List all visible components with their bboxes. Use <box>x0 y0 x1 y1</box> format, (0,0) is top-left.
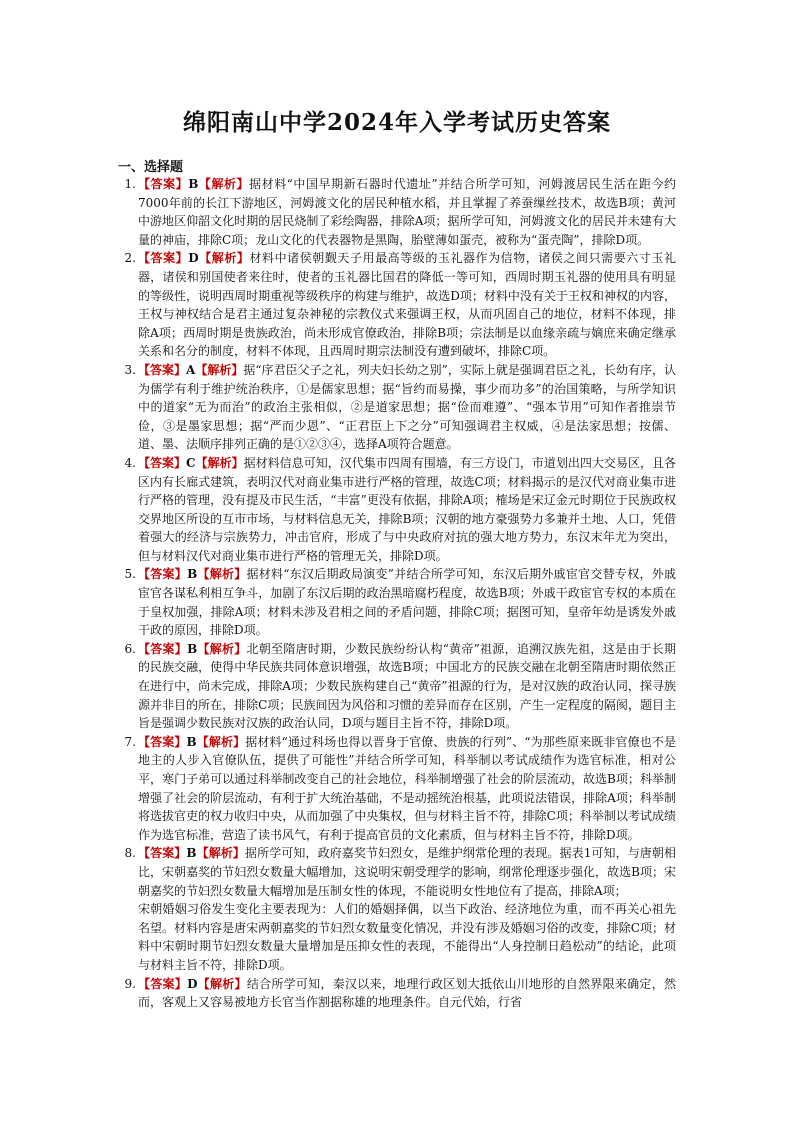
answer-list <box>120 175 676 1012</box>
question-number: 4. <box>124 455 136 470</box>
answer-letter: C <box>186 455 196 470</box>
analysis-tag: 【解析】 <box>198 251 250 266</box>
question-item <box>120 454 676 566</box>
analysis-text: 材料中诸侯朝觐天子用最高等级的玉礼器作为信物，诸侯之间只需要六寸玉礼器，诸侯和别国使者来往时，使者的玉礼器比国君的降低一等可知，西周时期玉礼器的使用具有明显的等级性，说明西周时期重视等级秩序的构建与维护，故选D项；材料中没有关于王权和神权的内容，王权与神权结合是君主通过复杂神秘的宗教仪式来强调王权，从而巩固自己的地位，材料不体现，排除A项；西周时期是贵族政治，尚未形成官僚政治，排除B项；宗法制是以血缘亲疏与嫡庶来确定继承关系和名分的制度，材料不体现，且西周时期宗法制没有遭到破坏，排除C项。 <box>138 251 676 359</box>
answer-letter: B <box>186 734 197 749</box>
question-number: 9. <box>124 976 136 991</box>
analysis-tag: 【解析】 <box>198 177 250 191</box>
analysis-text: 据“序君臣父子之礼，列夫妇长幼之别”，实际上就是强调君臣之礼，长幼有序，认为儒学有利于维护统治秩序，①是儒家思想；据“旨约而易操，事少而功多”的治国策略，与所学知识中的道家“无为而治”的政治主张相似，②是道家思想；据“俭而难遵”、“强本节用”可知作者推崇节俭，③是墨家思想；据“严而少恩”、“正君臣上下之分”可知强调君主权威，④是法家思想；按儒、道、墨、法顺序排列正确的是①②③④，选择A项符合题意。 <box>138 362 676 452</box>
analysis-tag: 【解析】 <box>197 641 247 656</box>
analysis-text: 结合所学可知，秦汉以来，地理行政区划大抵依山川地形的自然界限来确定，然而，客观上又容易被地方长官当作割据称雄的地理条件。自元代始，行省 <box>138 976 676 1010</box>
question-number: 5. <box>124 567 136 582</box>
question-item <box>120 249 676 361</box>
answer-tag: 【答案】 <box>138 976 188 991</box>
answer-tag: 【答案】 <box>138 641 188 656</box>
question-number: 1. <box>124 177 136 191</box>
answer-letter: B <box>188 177 199 191</box>
analysis-tag: 【解析】 <box>196 734 246 749</box>
section-heading: 一、选择题 <box>118 160 184 175</box>
analysis-text: 据材料“中国早期新石器时代遗址”并结合所学可知，河姆渡居民生活在距今约7000年前的长江下游地区，河姆渡文化的居民种植水稻，并且掌握了养蚕缫丝技术，故选B项；黄河中游地区仰韶文化时期的居民烧制了彩绘陶器，排除A项；据所学可知，河姆渡文化的居民并未建有大量的神庙，排除C项；龙山文化的代表器物是黑陶，胎壁薄如蛋壳，被称为“蛋壳陶”，排除D项。 <box>138 177 676 247</box>
question-item <box>120 640 676 733</box>
answer-letter: D <box>187 976 198 991</box>
answer-tag: 【答案】 <box>138 177 189 191</box>
answer-tag: 【答案】 <box>138 846 187 861</box>
question-item <box>120 175 676 249</box>
answer-tag: 【答案】 <box>138 362 187 377</box>
answer-letter: D <box>188 251 199 266</box>
answer-tag: 【答案】 <box>138 567 188 582</box>
answer-tag: 【答案】 <box>138 455 187 470</box>
analysis-tag: 【解析】 <box>195 362 244 377</box>
analysis-text: 据所学可知，政府嘉奖节妇烈女，是维护纲常伦理的表现。据表1可知，与唐朝相比，宋朝嘉奖的节妇烈女数量大幅增加，这说明宋朝受理学的影响，纲常伦理逐步强化，故选B项；宋朝嘉奖的节妇烈女数量大幅增加是压制女性的体现，不能说明女性地位有了提高，排除A项； <box>138 846 676 898</box>
question-item <box>120 733 676 845</box>
analysis-text: 据材料信息可知，汉代集市四周有围墙，有三方设门，市道划出四大交易区，且各区内有长廊式建筑，表明汉代对商业集市进行严格的管理，故选C项；材料揭示的是汉代对商业集市进行严格的管理，没有提及市民生活，“丰富”更没有依据，排除A项；榷场是宋辽金元时期位于民族政权交界地区所设的互市市场，与材料信息无关，排除B项；汉朝的地方豪强势力多兼并土地、人口，凭借着强大的经济与宗族势力，冲击官府，形成了与中央政府对抗的强大地方势力，东汉末年尤为突出，但与材料汉代对商业集市进行严格的管理无关，排除D项。 <box>138 455 676 563</box>
analysis-tag: 【解析】 <box>195 455 244 470</box>
answer-tag: 【答案】 <box>138 251 189 266</box>
analysis-tag: 【解析】 <box>197 976 247 991</box>
question-number: 6. <box>124 641 136 656</box>
question-number: 2. <box>124 251 136 266</box>
question-number: 7. <box>124 734 136 749</box>
analysis-text: 北朝至隋唐时期，少数民族纷纷认构“黄帝”祖源，追溯汉族先祖，这是由于长期的民族交融，使得中华民族共同体意识增强，故选B项；中国北方的民族交融在北朝至隋唐时期依然正在进行中，尚未完成，排除A项；少数民族构建自己“黄帝”祖源的行为，是对汉族的政治认同，探寻族源并非目的所在，排除C项；民族间因为风俗和习惯的差异而存在区别，产生一定程度的隔阂，题目主旨是强调少数民族对汉族的政治认同，D项与题目主旨不符，排除D项。 <box>138 641 676 731</box>
question-item <box>120 565 676 639</box>
answer-letter: B <box>186 846 197 861</box>
question-item <box>120 975 676 1012</box>
analysis-text: 据材料“东汉后期政局演变”并结合所学可知，东汉后期外戚宦官交替专权，外戚宦官各谋私利相互争斗，加剧了东汉后期的政治黑暗腐朽程度，故选B项；外戚干政宦官专权的本质在于皇权加强，排除A项；材料未涉及君相之间的矛盾问题，排除C项；据图可知，皇帝年幼是诱发外戚干政的原因，排除D项。 <box>138 567 676 638</box>
answer-letter: A <box>186 362 196 377</box>
analysis-text: 据材料“通过科场也得以晋身于官僚、贵族的行列”、“为那些原来既非官僚也不是地主的人步入官僚队伍，提供了可能性”并结合所学可知，科举制以考试成绩作为选官标准，相对公平，寒门子弟可以通过科举制改变自己的社会地位，科举制增强了社会的阶层流动，故选B项；科举制增强了社会的阶层流动，有利于扩大统治基础，不是动摇统治根基，此项说法错误，排除A项；科举制将选拔官吏的权力收归中央，从而加强了中央集权，但与材料主旨不符，排除C项；科举制以考试成绩作为选官标准，营造了读书风气，有利于提高官员的文化素质，但与材料主旨不符，排除D项。 <box>138 734 676 842</box>
analysis-continuation: 宋朝婚姻习俗发生变化主要表现为：人们的婚姻择偶，以当下政治、经济地位为重，而不再关心祖先名望。材料内容是唐宋两朝嘉奖的节妇烈女数量变化情况，并没有涉及婚姻习俗的改变，排除C项；材料中宋朝时期节妇烈女数量大量增加是压抑女性的表现，不能得出“人身控制日趋松动”的结论，此项与材料主旨不符，排除D项。 <box>138 902 676 972</box>
answer-letter: B <box>187 567 198 582</box>
answer-letter: B <box>187 641 198 656</box>
question-item <box>120 361 676 454</box>
page-title: 绵阳南山中学2024年入学考试历史答案 <box>182 109 611 136</box>
question-item <box>120 844 676 900</box>
question-number: 8. <box>124 846 136 861</box>
analysis-tag: 【解析】 <box>197 567 247 582</box>
question-number: 3. <box>124 362 136 377</box>
analysis-tag: 【解析】 <box>196 846 246 861</box>
answer-tag: 【答案】 <box>138 734 187 749</box>
